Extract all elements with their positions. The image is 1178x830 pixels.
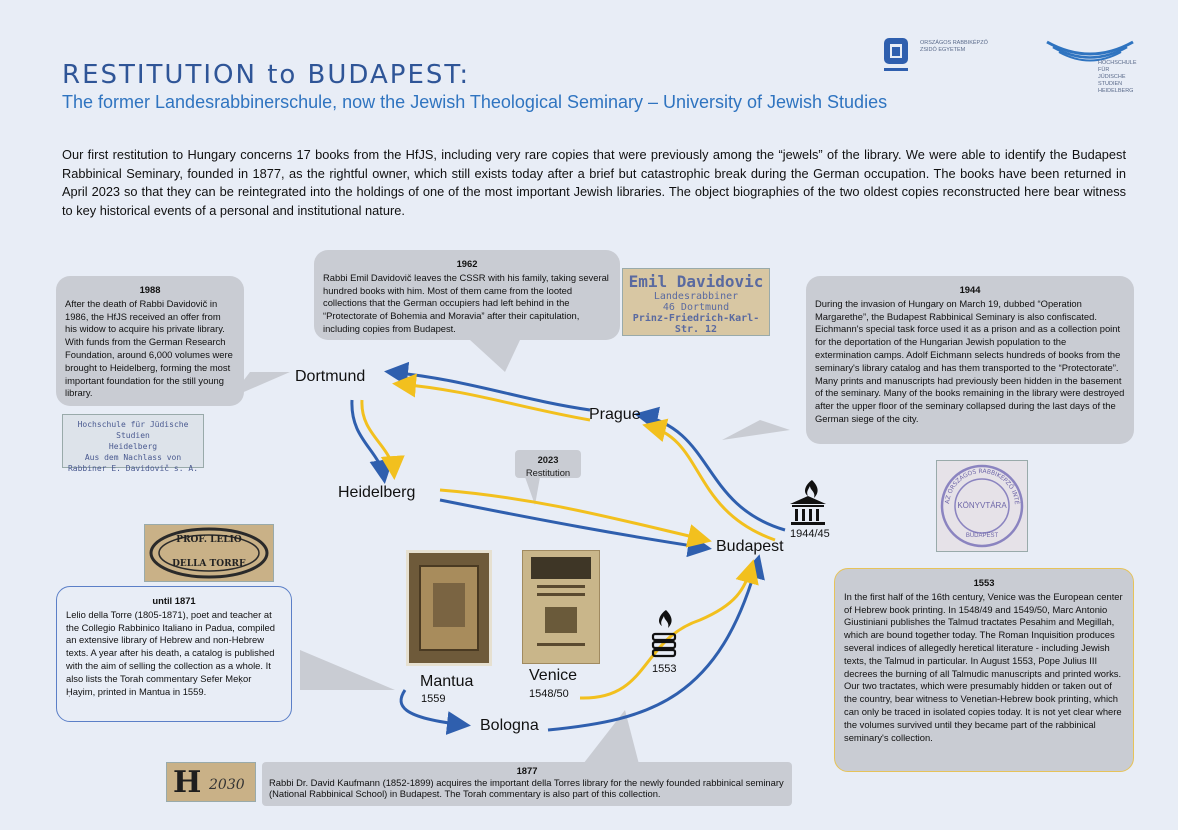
- stamp-davidovic: Emil Davidovic Landesrabbiner 46 Dortmund Prinz-Friedrich-Karl-Str. 12: [622, 268, 770, 336]
- intro-paragraph: Our first restitution to Hungary concerns 17 books from the HfJS, including very rare copies that were previously among the “jewels” of the library. We were able to identify the Budapest Rabbinical Seminary, founded in 1877, as the rightful owner, which still exists today after a brief but catastrophic break during the German occupation. The books have been returned in April 2023 so that they can be reintegrated into the holdings of one of the most important Jewish libraries. The object biographies of the two oldest copies reconstructed here bear witness to key historical events of a personal and institutional nature.: [62, 147, 1126, 218]
- fire-icon: [805, 480, 818, 498]
- callout-1962: [470, 340, 520, 372]
- box-1944: 1944 During the invasion of Hungary on March 19, dubbed “Operation Margarethe”, the Budapest Rabbinical Seminary is also confiscated. Eichmann's special task force used it as a prison and as a collection point for the deportation of the Hungarian Jewish population to the extermination camps. Adolf Eichmann selects hundreds of books from the seminary's library catalog and has them transported to the “Protectorate”. Many prints and manuscripts had previously been hidden in the basement of the seminary. Many of the books remaining in the library were destroyed after the upper floor of the seminary collapsed during the last days of the German siege of the city.: [806, 276, 1134, 444]
- box-1553: 1553 In the first half of the 16th century, Venice was the European center of Hebrew book printing. In 1548/49 and 1549/50, Marc Antonio Giustiniani publishes the Talmud tractates Pesahim and Megillah, which are bound together today. The Roman Inquisition produces several indices of allegedly heretical literature - including Jewish texts, the Talmud in particular. In August 1553, Pope Julius III decrees the burning of all Talmudic manuscripts and printed works. Our two tractates, which were presumably hidden or taken out of the country, bear witness to Venetian-Hebrew book printing, which can only be traced in isolated copies today. It is not yet clear where the volumes survived until they became part of the rabbinical seminary's collection.: [834, 568, 1134, 772]
- hfjs-logo-text: HOCHSCHULE FÜR JÜDISCHE STUDIEN HEIDELBERG: [1098, 60, 1137, 94]
- city-heidelberg: Heidelberg: [338, 484, 416, 501]
- book-venice-image: [522, 550, 600, 664]
- box-until-1871: until 1871 Lelio della Torre (1805-1871), poet and teacher at the Collegio Rabbinico Italiano in Padua, compiled an extensive library of Hebrew and non-Hebrew texts. A year after his death, a catalog is published with the aim of selling the collection as a whole. It also lists the Torah commentary Sefer Meḳor Ḥayim, printed in Mantua in 1559.: [56, 586, 292, 722]
- page-title: RESTITUTION to BUDAPEST:: [62, 60, 471, 90]
- fire-icon: [659, 610, 672, 628]
- city-dortmund: Dortmund: [295, 368, 366, 385]
- shelfmark-image: H 2030: [166, 762, 256, 802]
- route-prague-dortmund-blue: [390, 372, 590, 410]
- ore-logo-text: ORSZÁGOS RABBIKÉPZŐ ZSIDÓ EGYETEM: [920, 40, 988, 53]
- stamp-hfjs: Hochschule für Jüdische Studien Heidelberg Aus dem Nachlass von Rabbiner E. Davidovič s. A.: [62, 414, 204, 468]
- bubble-2023: 2023 Restitution: [515, 450, 581, 478]
- route-heidelberg-budapest-yellow: [440, 490, 706, 540]
- year-burning: 1553: [652, 663, 677, 675]
- year-mantua: 1559: [421, 693, 446, 705]
- route-budapest-prague-yellow: [648, 426, 775, 540]
- callout-1871: [300, 650, 395, 690]
- city-bologna: Bologna: [480, 717, 539, 734]
- stamp-della-torre: PROF. LELIO DELLA TORRE: [144, 524, 274, 582]
- year-budapest: 1944/45: [790, 528, 830, 540]
- city-venice: Venice: [529, 667, 578, 684]
- city-budapest: Budapest: [716, 538, 784, 555]
- callout-1944: [722, 420, 790, 440]
- year-venice: 1548/50: [529, 688, 569, 700]
- city-prague: Prague: [589, 406, 641, 423]
- box-1877: 1877 Rabbi Dr. David Kaufmann (1852-1899) acquires the important della Torres library for the newly founded rabbinical seminary (National Rabbinical School) in Budapest. The Torah commentary is also part of this collection.: [262, 762, 792, 806]
- route-dortmund-heidelberg-blue: [352, 400, 384, 478]
- route-heidelberg-budapest-blue: [440, 500, 706, 548]
- page-subtitle: The former Landesrabbinerschule, now the Jewish Theological Seminary – University of Jewish Studies: [62, 92, 888, 112]
- book-burning-icon: [650, 608, 680, 662]
- stamp-konyvtara: AZ ORSZÁGOS RABBIKÉPZŐ INTÉ KÖNYVTÁRA BUDAPEST: [936, 460, 1028, 552]
- seminary-building-icon: [788, 478, 830, 528]
- callout-1877: [580, 710, 640, 768]
- box-1962: 1962 Rabbi Emil Davidovič leaves the CSSR with his family, taking several hundred books with him. Most of them came from the looted collections that the German occupiers had left behind in the “Protectorate of Bohemia and Moravia” after their capitulation, including copies from Budapest.: [314, 250, 620, 340]
- box-1988: 1988 After the death of Rabbi Davidovič in 1986, the HfJS received an offer from his widow to acquire his private library. With funds from the German Research Foundation, around 6,000 volumes were brought to Heidelberg, forming the most important foundation for the still young library.: [56, 276, 244, 406]
- della-torre-oval-icon: [145, 525, 273, 581]
- book-mantua-image: [406, 550, 492, 666]
- city-mantua: Mantua: [420, 673, 474, 690]
- svg-text:AZ ORSZÁGOS RABBIKÉPZŐ INTÉZET: AZ ORSZÁGOS RABBIKÉPZŐ INTÉ: [944, 467, 1021, 505]
